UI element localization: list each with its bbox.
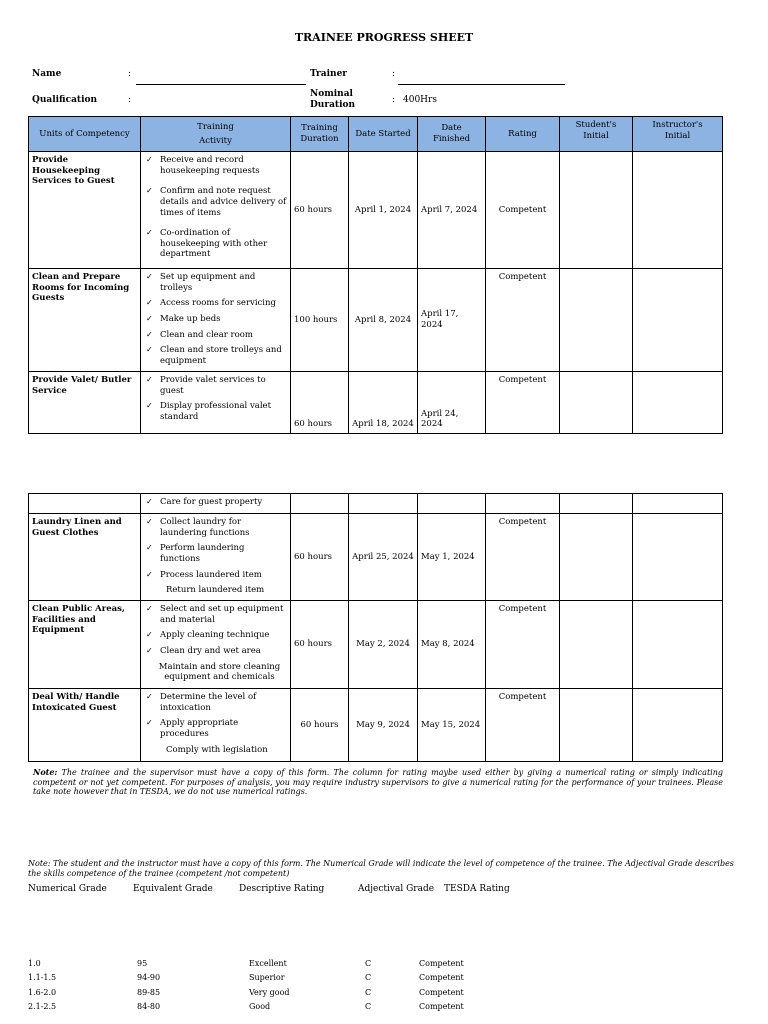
student-initial-cell[interactable] <box>560 152 633 269</box>
student-initial-cell[interactable] <box>560 494 633 514</box>
header-rating: Rating <box>486 117 560 152</box>
finished-cell: May 8, 2024 <box>418 601 486 689</box>
check-icon: ✓ <box>146 228 153 238</box>
unit-cell: Clean and Prepare Rooms for Incoming Guests <box>29 269 141 372</box>
activity-item: ✓ Make up beds <box>146 313 221 324</box>
nominal-label-2: Duration <box>310 100 356 110</box>
grade-eq: 89-85 <box>137 988 161 997</box>
note-rating: Note: The trainee and the supervisor must have a copy of this form. The column for rating maybe used either by giving a numerical rating or simply indicating competent or not yet competent. For purposes of analysis, you may require industry supervisors to give a numerical rating for the performance of your trainees. Please take note however that in TESDA, we do not use numerical ratings. <box>33 767 723 797</box>
grade-tesda: Competent <box>419 973 464 982</box>
activity-cell <box>141 152 291 269</box>
check-icon: ✓ <box>146 604 153 613</box>
note-grade: Note: The student and the instructor must have a copy of this form. The Numerical Grade will indicate the level of competence of the trainee. The Adjectival Grade describes the skills competence of the trainee (competent /not competent) <box>28 859 734 878</box>
check-icon: ✓ <box>146 718 153 728</box>
activity-item: Comply with legislation <box>166 744 268 755</box>
table-row <box>29 152 723 269</box>
grade-adj: C <box>365 973 372 982</box>
grade-adj: C <box>365 988 372 997</box>
check-icon: ✓ <box>146 497 153 506</box>
check-icon: ✓ <box>146 517 153 526</box>
finished-cell: May 1, 2024 <box>418 514 486 601</box>
activity-item: ✓ Process laundered item <box>146 569 262 580</box>
nominal-label-1: Nominal <box>310 89 353 99</box>
check-icon: ✓ <box>146 401 153 411</box>
progress-table-1 <box>28 116 723 434</box>
check-icon: ✓ <box>146 329 153 339</box>
trainer-colon: : <box>392 69 396 79</box>
started-cell: April 8, 2024 <box>349 269 418 372</box>
rating-cell: Competent <box>486 152 560 269</box>
check-icon: ✓ <box>146 186 153 196</box>
student-initial-cell[interactable] <box>560 689 633 762</box>
finished-cell <box>418 494 486 514</box>
grade-num: 1.1-1.5 <box>28 973 57 982</box>
grade-eq: 84-80 <box>137 1002 161 1011</box>
table-row <box>29 689 723 762</box>
trainer-field[interactable] <box>398 84 565 85</box>
grade-adj: C <box>365 1002 372 1011</box>
started-cell: April 25, 2024 <box>349 514 418 601</box>
header-duration: Training Duration <box>291 117 349 152</box>
grade-header-tesda: TESDA Rating <box>444 884 510 894</box>
rating-cell: Competent <box>486 269 560 372</box>
activity-cell <box>141 601 291 689</box>
unit-cell: Clean Public Areas, Facilities and Equipment <box>29 601 141 689</box>
activity-item: ✓ Co-ordination of housekeeping with other department <box>146 228 268 260</box>
unit-cell: Laundry Linen and Guest Clothes <box>29 514 141 601</box>
header-units: Units of Competency <box>29 117 141 152</box>
grade-num: 2.1-2.5 <box>28 1002 57 1011</box>
instructor-initial-cell[interactable] <box>633 152 723 269</box>
student-initial-cell[interactable] <box>560 269 633 372</box>
trainer-label: Trainer <box>310 69 348 79</box>
table-row <box>29 601 723 689</box>
header-activity: Training Activity <box>141 117 291 152</box>
finished-cell: April 7, 2024 <box>418 152 486 269</box>
duration-cell: 60 hours <box>291 601 349 689</box>
grade-desc: Good <box>249 1002 271 1011</box>
activity-item: ✓ Care for guest property <box>146 497 263 507</box>
activity-item: ✓ Determine the level of intoxication <box>146 692 257 713</box>
rating-cell <box>486 494 560 514</box>
header-student-initial: Student's Initial <box>560 117 633 152</box>
activity-item: ✓ Perform laundering functions <box>146 543 245 564</box>
unit-cell: Provide Housekeeping Services to Guest <box>29 152 141 269</box>
grade-tesda: Competent <box>419 988 464 997</box>
activity-item: ✓ Display professional valet standard <box>146 401 271 422</box>
grade-desc: Excellent <box>249 959 287 968</box>
student-initial-cell[interactable] <box>560 601 633 689</box>
nominal-value: 400Hrs <box>403 95 437 105</box>
table-row <box>29 494 723 514</box>
activity-item: ✓ Set up equipment and trolleys <box>146 272 256 293</box>
table-row <box>29 514 723 601</box>
finished-cell: April 17, 2024 <box>418 269 486 372</box>
grade-header-adjectival: Adjectival Grade <box>358 884 435 894</box>
started-cell: May 9, 2024 <box>349 689 418 762</box>
activity-item: ✓ Apply cleaning technique <box>146 630 270 641</box>
check-icon: ✓ <box>146 543 153 553</box>
grade-eq: 95 <box>137 959 148 968</box>
header-instructor-initial: Instructor's Initial <box>633 117 723 152</box>
rating-cell: Competent <box>486 372 560 434</box>
progress-table-2 <box>28 493 723 762</box>
activity-item: ✓ Select and set up equipment and material <box>146 604 284 625</box>
unit-cell: Provide Valet/ Butler Service <box>29 372 141 434</box>
unit-cell: Deal With/ Handle Intoxicated Guest <box>29 689 141 762</box>
instructor-initial-cell[interactable] <box>633 601 723 689</box>
grade-desc: Superior <box>249 973 285 982</box>
grade-desc: Very good <box>249 988 290 997</box>
table-row <box>29 269 723 372</box>
activity-item: ✓ Clean and store trolleys and equipment <box>146 345 282 366</box>
activity-cell <box>141 494 291 514</box>
check-icon: ✓ <box>146 298 153 308</box>
student-initial-cell[interactable] <box>560 514 633 601</box>
grade-header-descriptive: Descriptive Rating <box>239 884 325 894</box>
activity-cell <box>141 514 291 601</box>
duration-cell: 100 hours <box>291 269 349 372</box>
name-colon: : <box>128 69 132 79</box>
instructor-initial-cell[interactable] <box>633 494 723 514</box>
table-header-row <box>29 117 723 152</box>
name-field[interactable] <box>136 84 306 85</box>
grade-header-numerical: Numerical Grade <box>28 884 107 894</box>
grade-num: 1.0 <box>28 959 41 968</box>
header-started: Date Started <box>349 117 418 152</box>
header-finished: Date Finished <box>418 117 486 152</box>
instructor-initial-cell[interactable] <box>633 689 723 762</box>
activity-item: ✓ Provide valet services to guest <box>146 375 266 396</box>
activity-item: ✓ Access rooms for servicing <box>146 298 276 309</box>
check-icon: ✓ <box>146 375 153 384</box>
started-cell: April 1, 2024 <box>349 152 418 269</box>
grade-num: 1.6-2.0 <box>28 988 57 997</box>
duration-cell: 60 hours <box>291 152 349 269</box>
duration-cell: 60 hours <box>291 514 349 601</box>
name-label: Name <box>32 69 62 79</box>
instructor-initial-cell[interactable] <box>633 269 723 372</box>
grade-header-equivalent: Equivalent Grade <box>133 884 213 894</box>
activity-item: ✓ Apply appropriate procedures <box>146 718 239 739</box>
duration-cell <box>291 494 349 514</box>
check-icon: ✓ <box>146 645 153 655</box>
table-row <box>29 372 723 434</box>
activity-item: ✓ Clean dry and wet area <box>146 645 261 656</box>
grade-tesda: Competent <box>419 1002 464 1011</box>
check-icon: ✓ <box>146 155 153 164</box>
rating-cell: Competent <box>486 689 560 762</box>
instructor-initial-cell[interactable] <box>633 514 723 601</box>
grade-adj: C <box>365 959 372 968</box>
activity-item: Return laundered item <box>166 585 265 596</box>
rating-cell: Competent <box>486 514 560 601</box>
activity-item: ✓ Collect laundry for laundering functions <box>146 517 250 538</box>
finished-cell: May 15, 2024 <box>418 689 486 762</box>
finished-cell: April 24, 2024 <box>418 372 486 434</box>
activity-item: ✓ Clean and clear room <box>146 329 253 340</box>
nominal-colon: : <box>392 95 396 105</box>
started-cell <box>349 494 418 514</box>
duration-cell: 60 hours <box>291 372 349 434</box>
check-icon: ✓ <box>146 313 153 323</box>
page-title: TRAINEE PROGRESS SHEET <box>294 31 474 44</box>
check-icon: ✓ <box>146 345 153 355</box>
check-icon: ✓ <box>146 272 153 281</box>
activity-cell <box>141 689 291 762</box>
started-cell: May 2, 2024 <box>349 601 418 689</box>
started-cell: April 18, 2024 <box>349 372 418 434</box>
activity-item: ✓ Receive and record housekeeping requests <box>146 155 260 176</box>
student-initial-cell[interactable] <box>560 372 633 434</box>
qualification-colon: : <box>128 95 132 105</box>
unit-cell <box>29 494 141 514</box>
check-icon: ✓ <box>146 569 153 579</box>
activity-item: ✓ Confirm and note request details and advice delivery of times of items <box>146 186 287 218</box>
check-icon: ✓ <box>146 692 153 701</box>
duration-cell: 60 hours <box>291 689 349 762</box>
qualification-label: Qualification <box>32 95 98 105</box>
instructor-initial-cell[interactable] <box>633 372 723 434</box>
check-icon: ✓ <box>146 630 153 640</box>
activity-cell <box>141 372 291 434</box>
grade-eq: 94-90 <box>137 973 161 982</box>
activity-cell <box>141 269 291 372</box>
grade-tesda: Competent <box>419 959 464 968</box>
rating-cell: Competent <box>486 601 560 689</box>
activity-item: Maintain and store cleaning equipment and chemicals <box>158 661 281 683</box>
